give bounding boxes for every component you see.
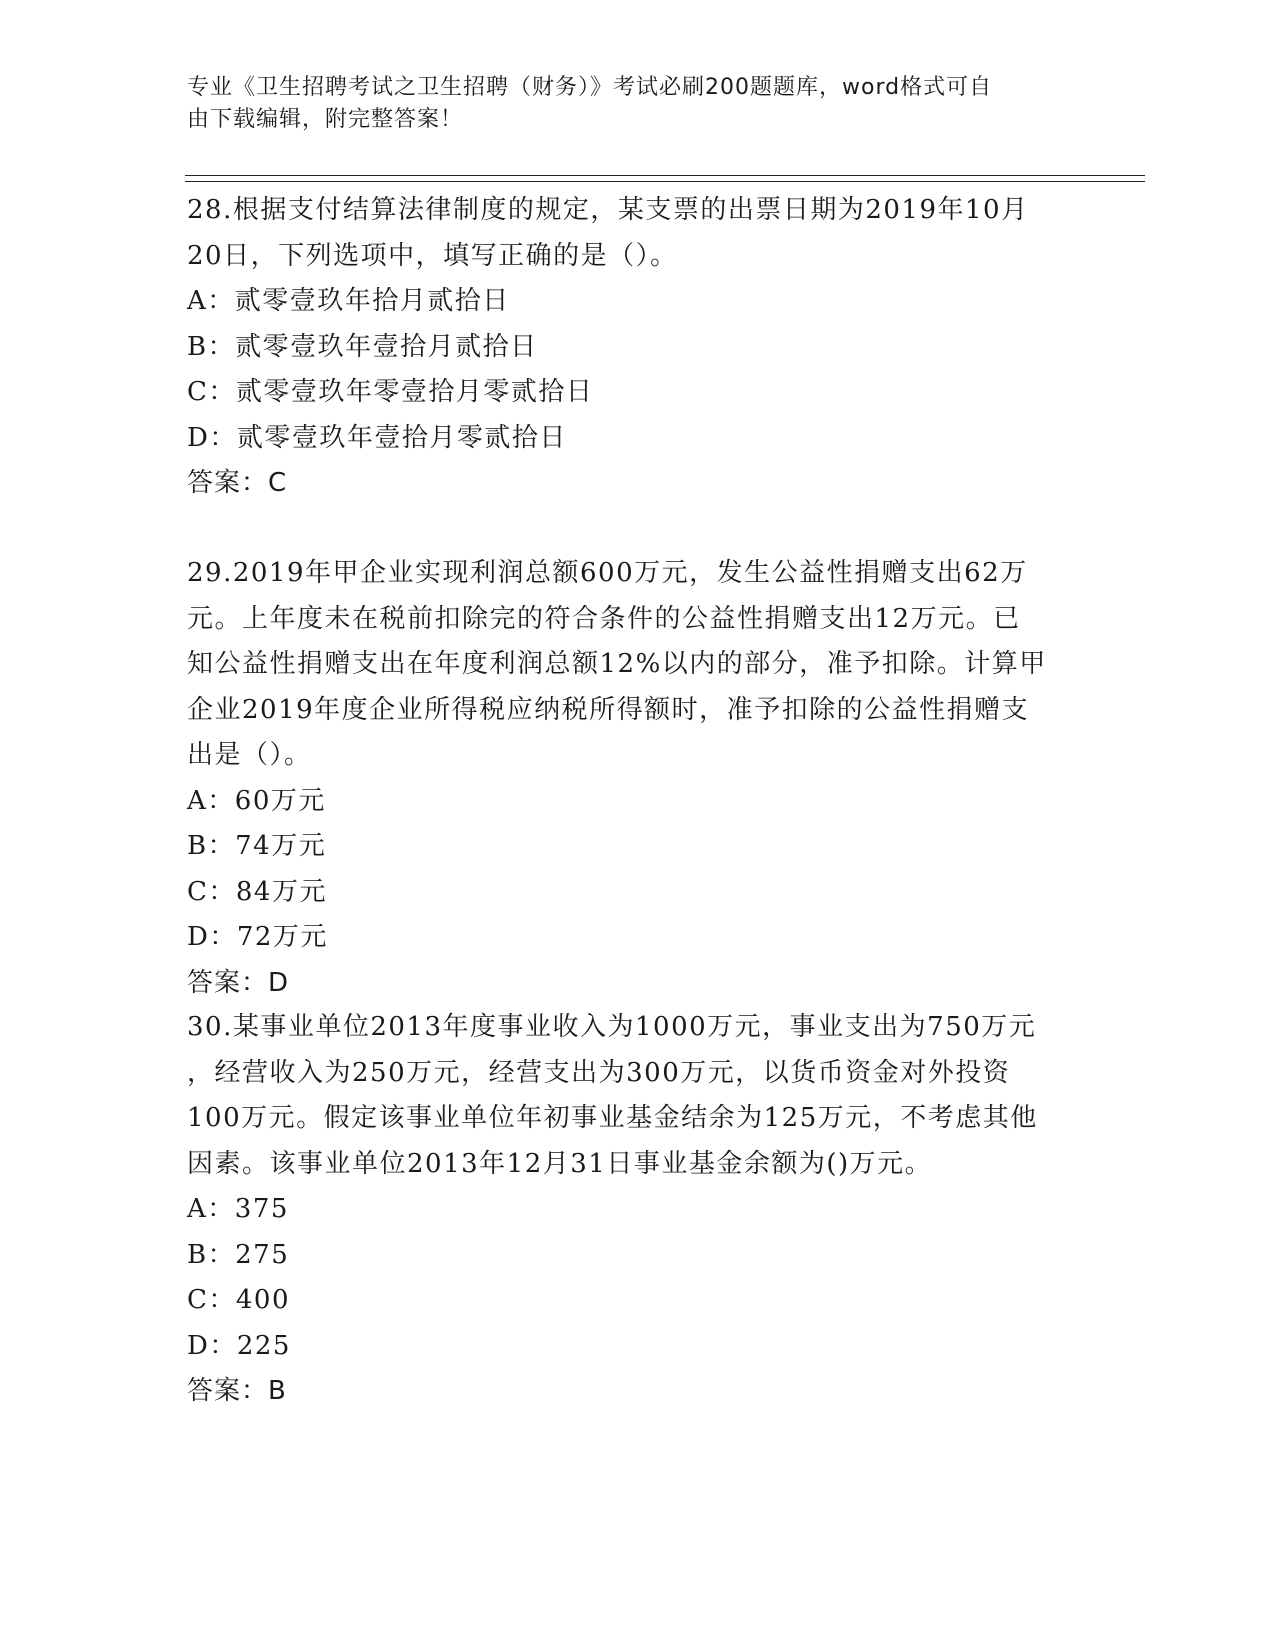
question-stem-line: 28.根据支付结算法律制度的规定，某支票的出票日期为2019年10月 [187, 195, 1029, 225]
question-stem-line: 因素。该事业单位2013年12月31日事业基金余额为()万元。 [187, 1148, 933, 1179]
option-b: B：贰零壹玖年壹拾月贰拾日 [187, 331, 538, 362]
header-divider [185, 175, 1145, 176]
question-stem-line: 100万元。假定该事业单位年初事业基金结余为125万元，不考虑其他 [187, 1103, 1038, 1133]
question-29 [187, 551, 1077, 1006]
answer-line: 答案：C [187, 468, 288, 498]
document-header [187, 72, 1067, 136]
answer-line: 答案：D [187, 967, 290, 998]
option-a: A：贰零壹玖年拾月贰拾日 [187, 286, 510, 316]
header-divider [185, 181, 1145, 182]
answer-line: 答案：B [187, 1376, 287, 1406]
option-d: D：贰零壹玖年壹拾月零贰拾日 [187, 422, 567, 453]
option-c: C：400 [187, 1285, 291, 1315]
question-stem-line: ，经营收入为250万元，经营支出为300万元，以货币资金对外投资 [187, 1057, 1011, 1088]
question-stem-line: 知公益性捐赠支出在年度利润总额12%以内的部分，准予扣除。计算甲 [187, 649, 1047, 679]
option-b: B：275 [187, 1239, 290, 1270]
option-a: A：60万元 [187, 785, 326, 816]
question-stem-line: 29.2019年甲企业实现利润总额600万元，发生公益性捐赠支出62万 [187, 558, 1028, 588]
option-c: C：84万元 [187, 876, 327, 907]
option-d: D：225 [187, 1330, 291, 1361]
question-stem-line: 20日，下列选项中，填写正确的是（）。 [187, 240, 678, 271]
option-a: A：375 [187, 1194, 289, 1224]
option-d: D：72万元 [187, 922, 328, 952]
header-line: 专业《卫生招聘考试之卫生招聘（财务）》考试必刷200题题库，word格式可自 [187, 75, 993, 100]
option-b: B：74万元 [187, 831, 327, 861]
question-stem-line: 元。上年度未在税前扣除完的符合条件的公益性捐赠支出12万元。已 [187, 603, 1021, 634]
question-stem-line: 企业2019年度企业所得税应纳税所得额时，准予扣除的公益性捐赠支 [187, 694, 1030, 725]
question-stem-line: 30.某事业单位2013年度事业收入为1000万元，事业支出为750万元 [187, 1012, 1037, 1042]
question-30 [187, 1005, 1077, 1415]
header-line: 由下载编辑，附完整答案！ [187, 107, 464, 132]
option-c: C：贰零壹玖年零壹拾月零贰拾日 [187, 377, 594, 407]
question-stem-line: 出是（）。 [187, 740, 312, 770]
question-28 [187, 188, 1077, 507]
